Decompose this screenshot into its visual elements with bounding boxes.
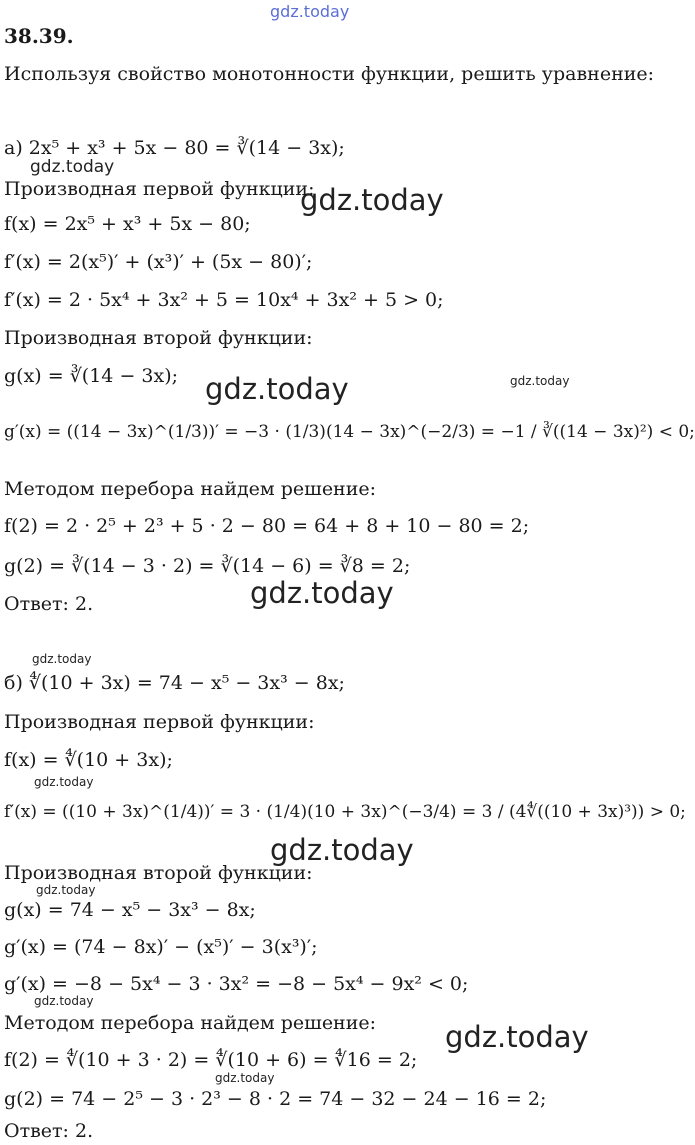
part-b-g-prime-1: g′(x) = (74 − 8x)′ − (x⁵)′ − 3(x³)′; [4,936,318,958]
part-a-answer: Ответ: 2. [4,593,94,615]
watermark: gdz.today [34,775,94,789]
watermark: gdz.today [510,374,570,388]
watermark: gdz.today [270,833,414,867]
watermark: gdz.today [32,652,92,666]
part-b-first-header: Производная первой функции: [4,711,315,733]
part-a-f-prime-2: f′(x) = 2 · 5x⁴ + 3x² + 5 = 10x⁴ + 3x² + 5 > 0; [4,289,444,311]
part-a-g-def: g(x) = ∛(14 − 3x); [4,365,179,387]
watermark: gdz.today [30,157,115,177]
part-b-second-header: Производная второй функции: [4,862,313,884]
part-b-f-check: f(2) = ∜(10 + 3 · 2) = ∜(10 + 6) = ∜16 = 2; [4,1049,418,1071]
part-b-g-check: g(2) = 74 − 2⁵ − 3 · 2³ − 8 · 2 = 74 − 32 − 24 − 16 = 2; [4,1088,547,1110]
part-a-f-check: f(2) = 2 · 2⁵ + 2³ + 5 · 2 − 80 = 64 + 8 + 10 − 80 = 2; [4,515,530,537]
part-a-f-def: f(x) = 2x⁵ + x³ + 5x − 80; [4,213,251,235]
task-instruction: Используя свойство монотонности функции, решить уравнение: [4,63,655,85]
watermark: gdz.today [34,994,94,1008]
part-b-f-def: f(x) = ∜(10 + 3x); [4,749,173,771]
part-b-answer: Ответ: 2. [4,1120,94,1142]
watermark: gdz.today [205,372,349,406]
watermark: gdz.today [36,883,96,897]
part-b-g-prime-2: g′(x) = −8 − 5x⁴ − 3 · 3x² = −8 − 5x⁴ − 9x² < 0; [4,973,469,995]
task-number: 38.39. [4,24,74,48]
watermark: gdz.today [250,576,394,610]
part-b-g-def: g(x) = 74 − x⁵ − 3x³ − 8x; [4,899,256,921]
part-a-first-header: Производная первой функции: [4,178,315,200]
part-b-f-prime: f′(x) = ((10 + 3x)^(1/4))′ = 3 · (1/4)(10 + 3x)^(−3/4) = 3 / (4∜((10 + 3x)³)) > 0; [4,802,686,822]
part-b-equation: б) ∜(10 + 3x) = 74 − x⁵ − 3x³ − 8x; [4,672,345,694]
part-a-g-check: g(2) = ∛(14 − 3 · 2) = ∛(14 − 6) = ∛8 = 2; [4,555,411,577]
part-a-f-prime-1: f′(x) = 2(x⁵)′ + (x³)′ + (5x − 80)′; [4,251,313,273]
watermark: gdz.today [215,1071,275,1085]
watermark: gdz.today [445,1020,589,1054]
watermark-top: gdz.today [270,2,350,21]
part-a-method: Методом перебора найдем решение: [4,478,377,500]
watermark: gdz.today [300,183,444,217]
part-b-method: Методом перебора найдем решение: [4,1012,377,1034]
part-a-g-prime: g′(x) = ((14 − 3x)^(1/3))′ = −3 · (1/3)(14 − 3x)^(−2/3) = −1 / ∛((14 − 3x)²) < 0; [4,422,695,442]
part-a-equation: а) 2x⁵ + x³ + 5x − 80 = ∛(14 − 3x); [4,137,345,159]
part-a-second-header: Производная второй функции: [4,327,313,349]
